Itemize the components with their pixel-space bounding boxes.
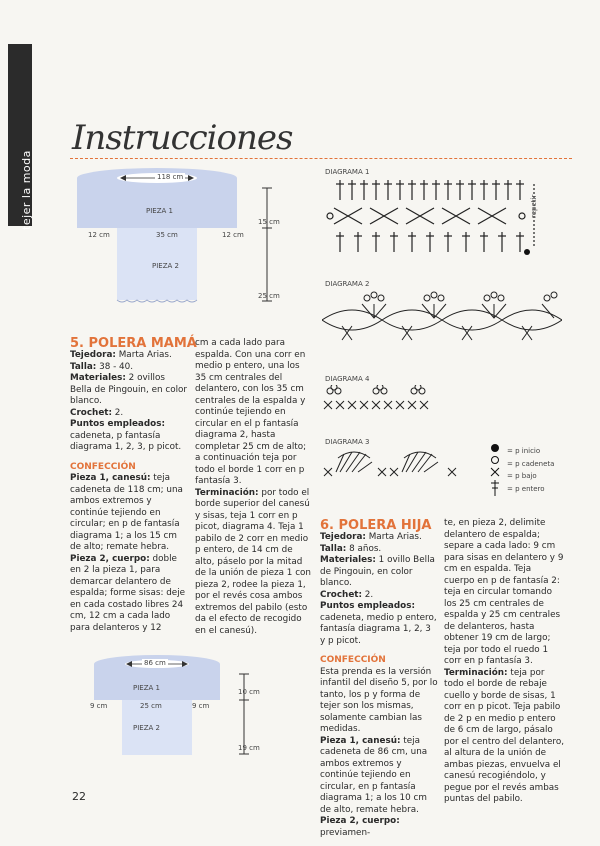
schematic2-left-width: 9 cm xyxy=(90,702,108,710)
schematic-height-15: 15 cm xyxy=(258,218,280,226)
schematic2-height-19: 19 cm xyxy=(238,744,260,752)
schematic-piece1-label: PIEZA 1 xyxy=(146,207,173,215)
title-divider xyxy=(70,158,572,159)
schematic2-height-10: 10 cm xyxy=(238,688,260,696)
legend-bajo: = p bajo xyxy=(507,472,537,480)
diagram3-label: DIAGRAMA 3 xyxy=(325,438,370,446)
section6-meta-2: Talla: 8 años. xyxy=(320,543,382,554)
section5-meta-5: Puntos empleados: cadeneta, p fantasía diagrama 1, 2, 3, p picot. xyxy=(70,419,182,452)
section5-meta-4: Crochet: 2. xyxy=(70,407,124,418)
legend-cadeneta: = p cadeneta xyxy=(507,460,555,468)
section5-conf-1: Pieza 1, canesú: teja cadeneta de 118 cm; una ambos extremos y continúe tejiendo en circular; en p de fantasía diagrama 1; a los 15 cm de alto; remate hebra. xyxy=(70,473,183,552)
section6-confeccion: CONFECCIÓN xyxy=(320,655,386,665)
page-number: 22 xyxy=(72,790,86,803)
schematic-right-width: 12 cm xyxy=(222,231,244,239)
section6-meta-1: Tejedora: Marta Arias. xyxy=(320,532,422,542)
schematic-left-width: 12 cm xyxy=(88,231,110,239)
section5-title: 5. POLERA MAMÁ xyxy=(70,336,197,351)
schematic2-piece2-label: PIEZA 2 xyxy=(133,724,160,732)
section6-col2-1: te, en pieza 2, delimite delantero de espalda; separe a cada lado: 9 cm para sisas en delantero y 9 cm en espalda. Teja cuerpo en p de fantasía 2: teja en circular tomando los 25 cm centrales de espalda y 25 cm centrales de delanteros, hasta obtener 19 cm de largo; teja por todo el ruedo 1 corr en p fantasía 3. xyxy=(444,518,564,666)
section5-conf-2: Pieza 2, cuerpo: doble en 2 la pieza 1, para demarcar delantero de espalda; forme sisas: deje en cada costado libres 24 cm, 12 cm a cada lado para delanteros y 12 xyxy=(70,553,186,633)
diagram1-label: DIAGRAMA 1 xyxy=(325,168,370,176)
section5-col2 xyxy=(195,338,313,637)
diagram3-stitches xyxy=(322,448,472,478)
legend-entero: = p entero xyxy=(507,485,545,493)
page-title: Instrucciones xyxy=(72,118,293,158)
section5-meta-2: Talla: 38 - 40. xyxy=(70,361,134,372)
section6-col1 xyxy=(320,532,438,839)
schematic-piece2-label: PIEZA 2 xyxy=(152,262,179,270)
section5-meta-3: Materiales: 2 ovillos Bella de Pingouin, en color blanco. xyxy=(70,373,188,406)
schematic-height-25: 25 cm xyxy=(258,292,280,300)
schematic-center-width: 35 cm xyxy=(156,231,178,239)
section5-col2-2: Terminación: por todo el borde superior del canesú y sisas, teja 1 corr en p picot, diagrama 4. Teja 1 pabilo de 2 corr en medio p entero, de 14 cm de alto, páselo por la mitad de la unión de pieza 1 con pieza 2, rodee la pieza 1, por el revés cosa ambos extremos del pabilo (esto da el efecto de recogido en el canesú). xyxy=(195,487,311,636)
section5-confeccion: CONFECCIÓN xyxy=(70,461,136,472)
schematic2-piece1-label: PIEZA 1 xyxy=(133,684,160,692)
section-tab-label: tejer la moda xyxy=(20,150,33,230)
section5-col2-1: cm a cada lado para espalda. Con una corr en medio p entero, una los 35 cm centrales del delantero, con los 35 cm centrales de la espalda y continúe tejiendo en circular en el p fantasía diagrama 2, hasta completar 25 cm de alto; a continuación teja por todo el borde 1 corr en p fantasía 3. xyxy=(195,338,307,486)
section5-meta-1: Tejedora: Marta Arias. xyxy=(70,350,172,360)
section6-col2-2: Terminación: teja por todo el borde de rebaje cuello y borde de sisas, 1 corr en p picot. Teja pabilo de 2 p en medio p entero de 6 cm de largo, pásalo por el centro del delantero, al altura de la unión de ambas piezas, envuelva el canesú recogiéndolo, y pegue por el revés ambas puntas del pabilo. xyxy=(444,667,565,804)
schematic2-center-width: 25 cm xyxy=(140,702,162,710)
schematic-top-width: 118 cm xyxy=(157,173,184,181)
section6-conf-2: Pieza 1, canesú: teja cadeneta de 86 cm, una ambos extremos y continúe tejiendo en circular, en p fantasía diagrama 1; a los 10 cm de alto, remate hebra. xyxy=(320,735,428,815)
diagram2-label: DIAGRAMA 2 xyxy=(325,280,370,288)
section6-meta-5: Puntos empleados: cadeneta, medio p entero, fantasía diagrama 1, 2, 3 y p picot. xyxy=(320,601,437,646)
section6-col2 xyxy=(444,518,564,806)
schematic2-right-width: 9 cm xyxy=(192,702,210,710)
diagram4-label: DIAGRAMA 4 xyxy=(325,375,370,383)
section6-meta-3: Materiales: 1 ovillo Bella de Pingouin, en color blanco. xyxy=(320,555,435,588)
section6-meta-4: Crochet: 2. xyxy=(320,589,374,600)
section6-title: 6. POLERA HIJA xyxy=(320,518,432,533)
section5-col1 xyxy=(70,350,188,634)
legend-inicio: = p inicio xyxy=(507,447,541,455)
section6-conf-3: Pieza 2, cuerpo: previamen- xyxy=(320,816,400,838)
schematic2-top-width: 86 cm xyxy=(144,659,166,667)
diagram1-repeat-label: repetir xyxy=(530,194,538,218)
diagram1-stitches xyxy=(322,178,542,258)
diagram4-stitches xyxy=(322,385,442,415)
section6-conf-1: Esta prenda es la versión infantil del diseño 5, por lo tanto, los p y forma de tejer son los mismas, solamente cambian las medidas. xyxy=(320,666,438,734)
legend-symbols xyxy=(487,442,503,498)
diagram2-stitches xyxy=(322,290,562,346)
